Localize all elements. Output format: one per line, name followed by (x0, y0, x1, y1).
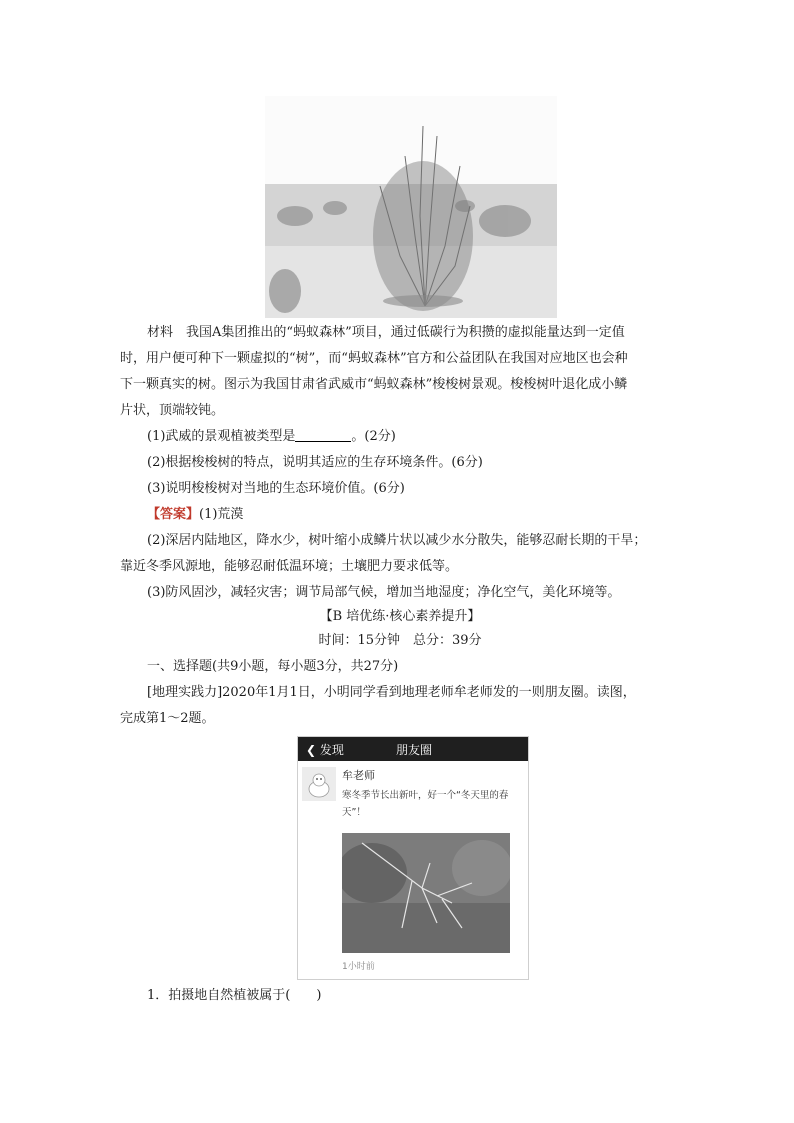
material-line-3: 下一颗真实的树。图示为我国甘肃省武威市“蚂蚁森林”梭梭树景观。梭梭树叶退化成小鳞 (120, 377, 628, 392)
section-title: 【B 培优练·核心素养提升】 (319, 609, 481, 624)
material-label: 材料 (147, 325, 174, 340)
section-time: 时间：15分钟 总分：39分 (318, 633, 482, 648)
post-author[interactable]: 牟老师 (342, 769, 375, 782)
answer-2-line-2: 靠近冬季风源地，能够忍耐低温环境；土壤肥力要求低等。 (120, 559, 459, 574)
section-heading: 一、选择题(共9小题，每小题3分，共27分) (147, 659, 399, 674)
material-line-4: 片状，顶端较钝。 (120, 403, 225, 418)
desert-landscape-image (265, 96, 557, 318)
answer-line-1 (147, 504, 707, 526)
question-1-score: 。(2分) (351, 429, 396, 444)
choice-question-1: 1．拍摄地自然植被属于( ) (147, 988, 322, 1003)
moments-card (297, 736, 529, 980)
answer-blank (295, 427, 351, 442)
moments-header (298, 737, 528, 761)
branch-photo-image (342, 833, 510, 953)
material-line-2: 时，用户便可种下一颗虚拟的“树”，而“蚂蚁森林”官方和公益团队在我国对应地区也会种 (120, 351, 628, 366)
intro-line-1: [地理实践力]2020年1月1日，小明同学看到地理老师牟老师发的一则朋友圈。读图， (147, 685, 636, 700)
avatar[interactable] (302, 767, 336, 801)
question-1-text: (1)武威的景观植被类型是 (147, 429, 296, 444)
question-1 (147, 426, 707, 448)
post-time: 1小时前 (342, 962, 375, 972)
material-line-1 (147, 322, 707, 344)
question-3: (3)说明梭梭树对当地的生态环境价值。(6分) (147, 481, 405, 496)
intro-line-2: 完成第1～2题。 (120, 711, 215, 726)
post-photo[interactable] (342, 833, 510, 953)
answer-3: (3)防风固沙，减轻灾害；调节局部气候，增加当地湿度；净化空气，美化环境等。 (147, 585, 621, 600)
answer-2-line-1: (2)深居内陆地区，降水少，树叶缩小成鳞片状以减少水分散失，能够忍耐长期的干旱； (147, 533, 647, 548)
back-button[interactable]: ❮ 发现 (306, 743, 344, 757)
post-text: 寒冬季节长出新叶，好一个“冬天里的春天”！ (342, 790, 509, 818)
answer-1: (1)荒漠 (199, 507, 244, 522)
cat-avatar-icon (302, 767, 336, 801)
saxaul-tree-photo (265, 96, 557, 318)
answer-tag: 【答案】 (147, 507, 200, 522)
moments-title: 朋友圈 (396, 743, 433, 757)
question-2: (2)根据梭梭树的特点，说明其适应的生存环境条件。(6分) (147, 455, 483, 470)
material-text: 我国A集团推出的“蚂蚁森林”项目，通过低碳行为积攒的虚拟能量达到一定值 (186, 325, 625, 340)
